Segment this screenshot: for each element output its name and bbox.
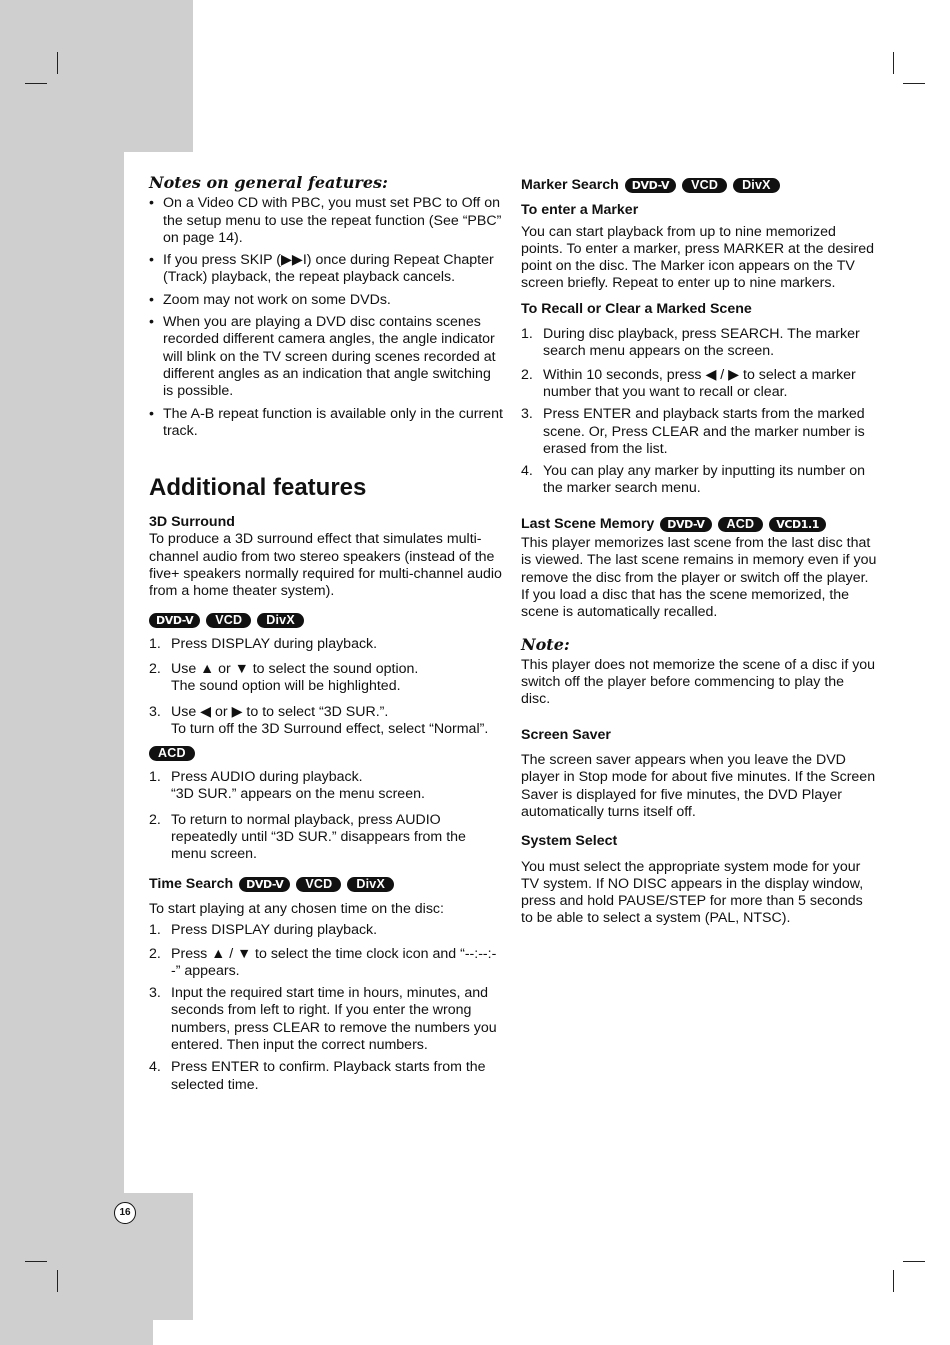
step-item [149,636,505,653]
note-item: • When you are playing a DVD disc contains scenes recorded different camera angles, the angle indicator will blink on the TV screen during scenes recorded at different angles as an indication that angle switching is possible. [149,314,505,400]
step-text: You can play any marker by inputting its number on the marker search menu. [543,463,866,497]
step-text: Input the required start time in hours, minutes, and seconds from left to right. If you enter the wrong numbers, press CLEAR to remove the numbers you entered. Then input the correct numbers. [171,985,497,1053]
step-number: 1. [149,635,161,652]
time-search-heading-row [149,876,505,893]
marker-heading-row [521,177,877,194]
step-text: Press AUDIO during playback. [171,769,363,786]
disc-badge: VCD1.1 [769,517,826,532]
crop-mark [903,83,925,84]
step-number: 2. [149,660,161,677]
system-select-text: You must select the appropriate system mode for your TV system. If NO DISC appears in the display window, press and hold PAUSE/STEP for more than 5 seconds to be able to select a system (PAL, NTSC). [521,858,864,927]
step-number: 2. [149,811,161,828]
margin-band-side [0,152,124,1193]
step-text: Within 10 seconds, press ◀ / ▶ to select a marker number that you want to recall or clear. [543,366,856,400]
left-column [149,172,505,1094]
note-item: • If you press SKIP (▶▶I) once during Repeat Chapter (Track) playback, the repeat playback cancels. [149,252,505,287]
step-item [149,946,505,981]
disc-badge: DVD-V [660,517,711,532]
time-search-heading: Time Search [149,875,234,892]
enter-marker-text: You can start playback from up to nine memorized points. To enter a marker, press MARKER at the desired point on the disc. The Marker icon appears on the TV screen briefly. Repeat to enter up to nine markers. [521,223,875,292]
disc-badge: ACD [149,746,195,761]
recall-heading: To Recall or Clear a Marked Scene [521,300,752,317]
disc-badge: VCD [296,877,341,892]
step-text: To return to normal playback, press AUDIO repeatedly until “3D SUR.” disappears from the menu screen. [171,811,466,863]
note-item: • The A-B repeat function is available only in the current track. [149,406,505,441]
step-subtext: “3D SUR.” appears on the menu screen. [171,786,425,803]
time-search-steps [149,922,505,1094]
step-number: 2. [521,366,533,383]
crop-mark [25,83,47,84]
step-number: 3. [149,985,161,1002]
surround-badges [149,613,505,628]
note-item: • Zoom may not work on some DVDs. [149,292,505,309]
note-item: • On a Video CD with PBC, you must set PBC to Off on the setup menu to use the repeat function (See “PBC” on page 14). [149,195,505,247]
crop-mark [57,52,58,74]
marker-heading: Marker Search [521,177,619,193]
disc-badge: DivX [733,178,780,193]
step-text: Press DISPLAY during playback. [171,922,378,939]
screen-saver-text: The screen saver appears when you leave the DVD player in Stop mode for about five minutes. If the Screen Saver is displayed for five minutes, the DVD Player automatically turns itself off. [521,752,876,820]
crop-mark [893,1270,894,1292]
section-title: Additional features [149,474,367,502]
step-number: 1. [149,922,161,939]
last-scene-text: This player memorizes last scene from the last disc that is viewed. The last scene remains in memory even if you remove the disc from the player or switch off the player. If you load a disc that has the scene memorized, the scene is automatically recalled. [521,535,877,621]
page-number: 16 [114,1202,136,1224]
acd-badges [149,746,505,761]
step-item [149,812,505,864]
margin-notch [153,1320,193,1345]
step-number: 3. [149,703,161,720]
step-text: Press ENTER and playback starts from the marked scene. Or, Press CLEAR and the marker number is erased from the list. [543,406,865,457]
marker-steps [521,326,877,498]
step-subtext: The sound option will be highlighted. [171,678,401,695]
step-number: 4. [149,1059,161,1076]
disc-badge: DVD-V [625,178,676,193]
step-text: Use ▲ or ▼ to select the sound option. [171,660,419,677]
crop-mark [25,1261,47,1262]
step-number: 1. [149,769,161,786]
notes-title: Notes on general features: [149,173,388,192]
note-text: This player does not memorize the scene of a disc if you switch off the player before commencing to play the disc. [521,656,876,708]
margin-band-top [0,0,193,152]
last-scene-heading-row [521,516,877,533]
step-item [521,326,877,361]
step-item [149,661,505,696]
surround-intro: To produce a 3D surround effect that simulates multi-channel audio from two stereo speakers (instead of the five+ speakers normally required for multi-channel audio from a home theater system). [149,531,502,600]
step-text: Use ◀ or ▶ to to select “3D SUR.”. [171,703,389,720]
enter-marker-heading: To enter a Marker [521,202,639,219]
step-text: Press DISPLAY during playback. [171,635,378,652]
step-number: 4. [521,463,533,480]
surround-steps [149,636,505,738]
step-text: Press ENTER to confirm. Playback starts from the selected time. [171,1059,486,1093]
acd-steps [149,769,505,863]
step-text: During disc playback, press SEARCH. The marker search menu appears on the screen. [543,326,860,360]
step-item [149,769,505,804]
right-column [521,172,877,928]
step-number: 2. [149,945,161,962]
step-item [149,704,505,739]
step-number: 1. [521,326,533,343]
step-item [149,985,505,1054]
crop-mark [893,52,894,74]
surround-heading: 3D Surround [149,514,235,531]
disc-badge: DivX [257,613,304,628]
disc-badge: DVD-V [239,877,290,892]
system-select-heading: System Select [521,833,618,850]
step-text: Press ▲ / ▼ to select the time clock icon and “--:--:--” appears. [171,945,497,979]
step-number: 3. [521,406,533,423]
step-subtext: To turn off the 3D Surround effect, select “Normal”. [171,720,489,737]
step-item [521,367,877,402]
disc-badge: VCD [206,613,251,628]
crop-mark [57,1270,58,1292]
crop-mark [903,1261,925,1262]
step-item [521,463,877,498]
disc-badge: DVD-V [149,613,200,628]
step-item [521,406,877,458]
disc-badge: VCD [682,178,727,193]
step-item [149,922,505,939]
time-search-intro: To start playing at any chosen time on the disc: [149,900,444,917]
disc-badge: DivX [347,877,394,892]
disc-badge: ACD [718,517,764,532]
note-title: Note: [521,634,570,654]
notes-list [149,195,505,440]
screen-saver-heading: Screen Saver [521,726,611,743]
last-scene-heading: Last Scene Memory [521,515,655,532]
step-item [149,1059,505,1094]
